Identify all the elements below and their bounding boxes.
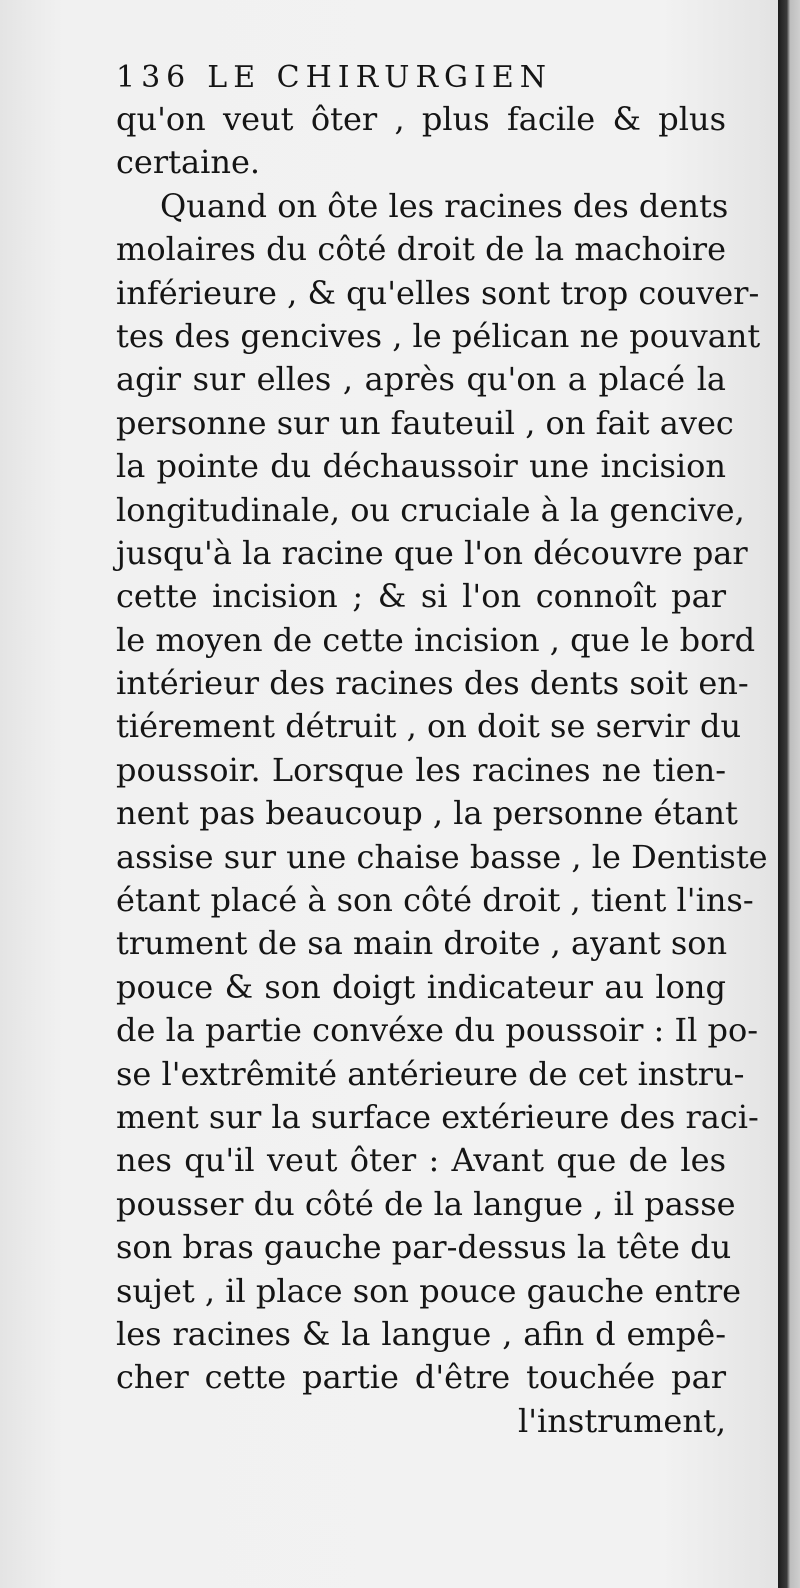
text-line: ment sur la surface extérieure des raci- (116, 1097, 759, 1136)
text-line: agir sur elles , après qu'on a placé la (116, 360, 726, 399)
text-line: nent pas beaucoup , la personne étant (116, 794, 738, 833)
text-line: pouce & son doigt indicateur au long (116, 967, 726, 1006)
text-line: se l'extrêmité antérieure de cet instru- (116, 1054, 745, 1093)
text-line: les racines & la langue , afin d empê- (116, 1314, 726, 1353)
text-line: assise sur une chaise basse , le Dentiste (116, 837, 768, 876)
text-line: pousser du côté de la langue , il passe (116, 1184, 736, 1223)
text-line: étant placé à son côté droit , tient l'ins- (116, 881, 754, 920)
text-line: intérieur des racines des dents soit en- (116, 664, 749, 703)
text-line: personne sur un fauteuil , on fait avec (116, 403, 734, 442)
text-line: cette incision ; & si l'on connoît par (116, 577, 726, 616)
text-line: poussoir. Lorsque les racines ne tien- (116, 750, 726, 789)
page-text (116, 58, 768, 1443)
text-line: nes qu'il veut ôter : Avant que de les (116, 1141, 726, 1180)
text-line: l'instrument, (518, 1401, 726, 1440)
text-line: son bras gauche par-dessus la tête du (116, 1228, 732, 1267)
text-line: qu'on veut ôter , plus facile & plus (116, 100, 726, 138)
text-line: le moyen de cette incision , que le bord (116, 620, 756, 659)
text-line: jusqu'à la racine que l'on découvre par (116, 533, 748, 572)
text-line: la pointe du déchaussoir une incision (116, 447, 726, 486)
text-line: trument de sa main droite , ayant son (116, 924, 728, 963)
text-line: molaires du côté droit de la machoire (116, 230, 726, 269)
text-line: sujet , il place son pouce gauche entre (116, 1271, 742, 1310)
running-header (116, 58, 726, 98)
page-number: 136 (116, 60, 192, 95)
text-line: certaine. (116, 143, 261, 182)
running-title: LE CHIRURGIEN (207, 60, 553, 95)
text-line: cher cette partie d'être touchée par (116, 1358, 726, 1397)
page-edge-shadow (778, 0, 800, 1588)
text-line: tes des gencives , le pélican ne pouvant (116, 316, 761, 355)
text-line: de la partie convéxe du poussoir : Il po- (116, 1011, 759, 1050)
text-line: Quand on ôte les racines des dents (160, 186, 729, 225)
text-line: longitudinale, ou cruciale à la gencive, (116, 490, 745, 529)
text-line: inférieure , & qu'elles sont trop couver- (116, 273, 760, 312)
text-line: tiérement détruit , on doit se servir du (116, 707, 742, 746)
